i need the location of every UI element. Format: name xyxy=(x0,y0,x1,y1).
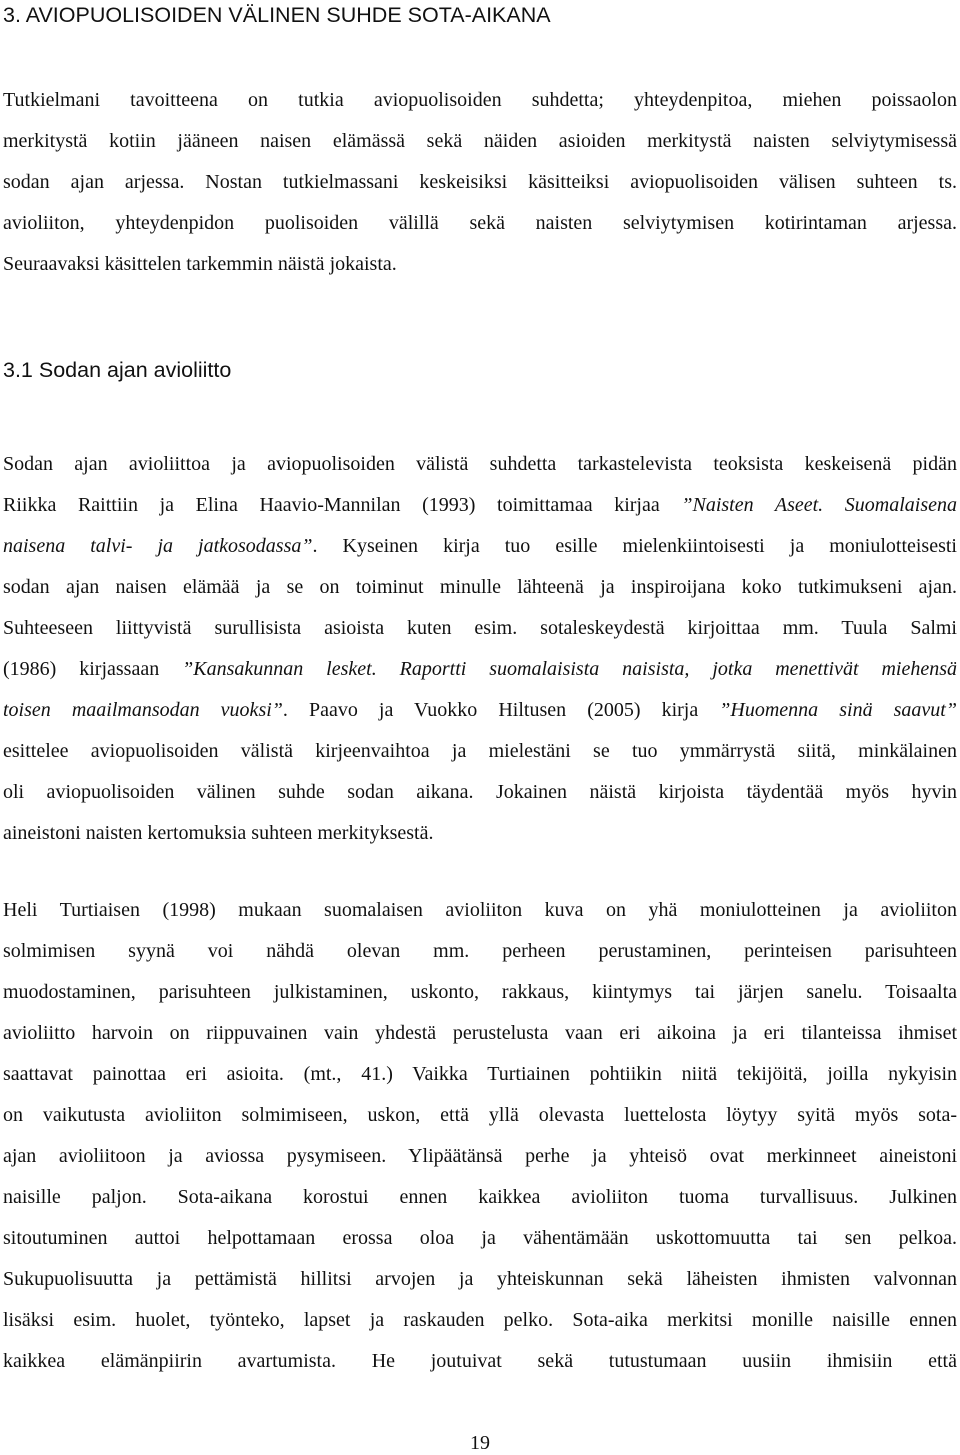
paragraph-line: Tutkielmani tavoitteena on tutkia aviopuolisoiden suhdetta; yhteydenpitoa, miehen poissaolon xyxy=(3,89,957,111)
chapter-title: 3. AVIOPUOLISOIDEN VÄLINEN SUHDE SOTA-AIKANA xyxy=(3,3,551,27)
paragraph-line xyxy=(3,485,957,526)
paragraph-line xyxy=(3,690,957,731)
paragraph-line: saattavat painottaa eri asioita. (mt., 41.) Vaikka Turtiainen pohtiikin niitä tekijöitä, joilla nykyisin xyxy=(3,1063,957,1085)
book-title-italic: ”Huomenna sinä saavut” xyxy=(719,699,957,721)
paragraph-line: kaikkea elämänpiirin avartumista. He joutuivat sekä tutustumaan uusiin ihmisiin että xyxy=(3,1350,957,1372)
paragraph-line xyxy=(3,649,957,690)
paragraph-line: ajan avioliitoon ja aviossa pysymiseen. Ylipäätänsä perhe ja yhteisö ovat merkinneet aineistoni xyxy=(3,1145,957,1167)
paragraph-line: sodan ajan naisen elämää ja se on toiminut minulle lähteenä ja inspiroijana koko tutkimukseni ajan. xyxy=(3,576,957,598)
paragraph-line: Seuraavaksi käsittelen tarkemmin näistä jokaista. xyxy=(3,253,397,275)
intro-paragraph xyxy=(3,80,957,285)
book-title-italic: ”Kansakunnan lesket. Raportti suomalaisista naisista, jotka menettivät miehensä xyxy=(182,658,957,680)
paragraph-line: lisäksi esim. huolet, työnteko, lapset ja raskauden pelko. Sota-aika merkitsi monille naisille ennen xyxy=(3,1309,957,1331)
book-title-italic: naisena talvi- ja jatkosodassa” xyxy=(3,535,313,557)
paragraph-line xyxy=(3,526,957,567)
text-run: . Paavo ja Vuokko Hiltusen (2005) kirja xyxy=(282,699,720,721)
book-title-italic: toisen maailmansodan vuoksi” xyxy=(3,699,283,721)
paragraph-line: sodan ajan arjessa. Nostan tutkielmassani keskeisiksi käsitteiksi aviopuolisoiden välisen suhteen ts. xyxy=(3,171,957,193)
paragraph-line: on vaikutusta avioliiton solmimiseen, uskon, että yllä olevasta luettelosta löytyy syitä myös sota- xyxy=(3,1104,957,1126)
paragraph-line: oli aviopuolisoiden välinen suhde sodan aikana. Jokainen näistä kirjoista täydentää myös hyvin xyxy=(3,781,957,803)
text-run: (1986) kirjassaan xyxy=(3,658,183,680)
paragraph-line: avioliitto harvoin on riippuvainen vain yhdestä perustelusta vaan eri aikoina ja eri tilanteissa ihmiset xyxy=(3,1022,957,1044)
paragraph-line: merkitystä kotiin jääneen naisen elämässä sekä näiden asioiden merkitystä naisten selviytymisessä xyxy=(3,130,957,152)
book-title-italic: ”Naisten Aseet. Suomalaisena xyxy=(681,494,957,516)
section-paragraph-1 xyxy=(3,444,957,854)
page-number: 19 xyxy=(470,1432,490,1454)
paragraph-line: Sodan ajan avioliittoa ja aviopuolisoiden välistä suhdetta tarkastelevista teoksista keskeisenä pidän xyxy=(3,453,957,475)
paragraph-line: Sukupuolisuutta ja pettämistä hillitsi arvojen ja yhteiskunnan sekä läheisten ihmisten valvonnan xyxy=(3,1268,957,1290)
paragraph-line: solmimisen syynä voi nähdä olevan mm. perheen perustaminen, perinteisen parisuhteen xyxy=(3,940,957,962)
section-paragraph-2 xyxy=(3,890,957,1382)
paragraph-line: esittelee aviopuolisoiden välistä kirjeenvaihtoa ja mielestäni se tuo ymmärrystä siitä, minkälainen xyxy=(3,740,957,762)
paragraph-line: sitoutuminen auttoi helpottamaan erossa oloa ja vähentämään uskottomuutta tai sen pelkoa. xyxy=(3,1227,957,1249)
text-run: Riikka Raittiin ja Elina Haavio-Mannilan (1993) toimittamaa kirjaa xyxy=(3,494,682,516)
text-run: . Kyseinen kirja tuo esille mielenkiintoisesti ja moniulotteisesti xyxy=(312,535,957,557)
paragraph-line: Heli Turtiaisen (1998) mukaan suomalaisen avioliiton kuva on yhä moniulotteinen ja avioliiton xyxy=(3,899,957,921)
paragraph-line: naisille paljon. Sota-aikana korostui ennen kaikkea avioliiton tuoma turvallisuus. Julkinen xyxy=(3,1186,957,1208)
paragraph-line: Suhteeseen liittyvistä surullisista asioista kuten esim. sotaleskeydestä kirjoittaa mm. Tuula Salmi xyxy=(3,617,957,639)
paragraph-line: aineistoni naisten kertomuksia suhteen merkityksestä. xyxy=(3,822,434,844)
section-title: 3.1 Sodan ajan avioliitto xyxy=(3,358,232,382)
paragraph-line: avioliiton, yhteydenpidon puolisoiden välillä sekä naisten selviytymisen kotirintaman arjessa. xyxy=(3,212,957,234)
paragraph-line: muodostaminen, parisuhteen julkistaminen, uskonto, rakkaus, kiintymys tai järjen sanelu. Toisaalta xyxy=(3,981,957,1003)
